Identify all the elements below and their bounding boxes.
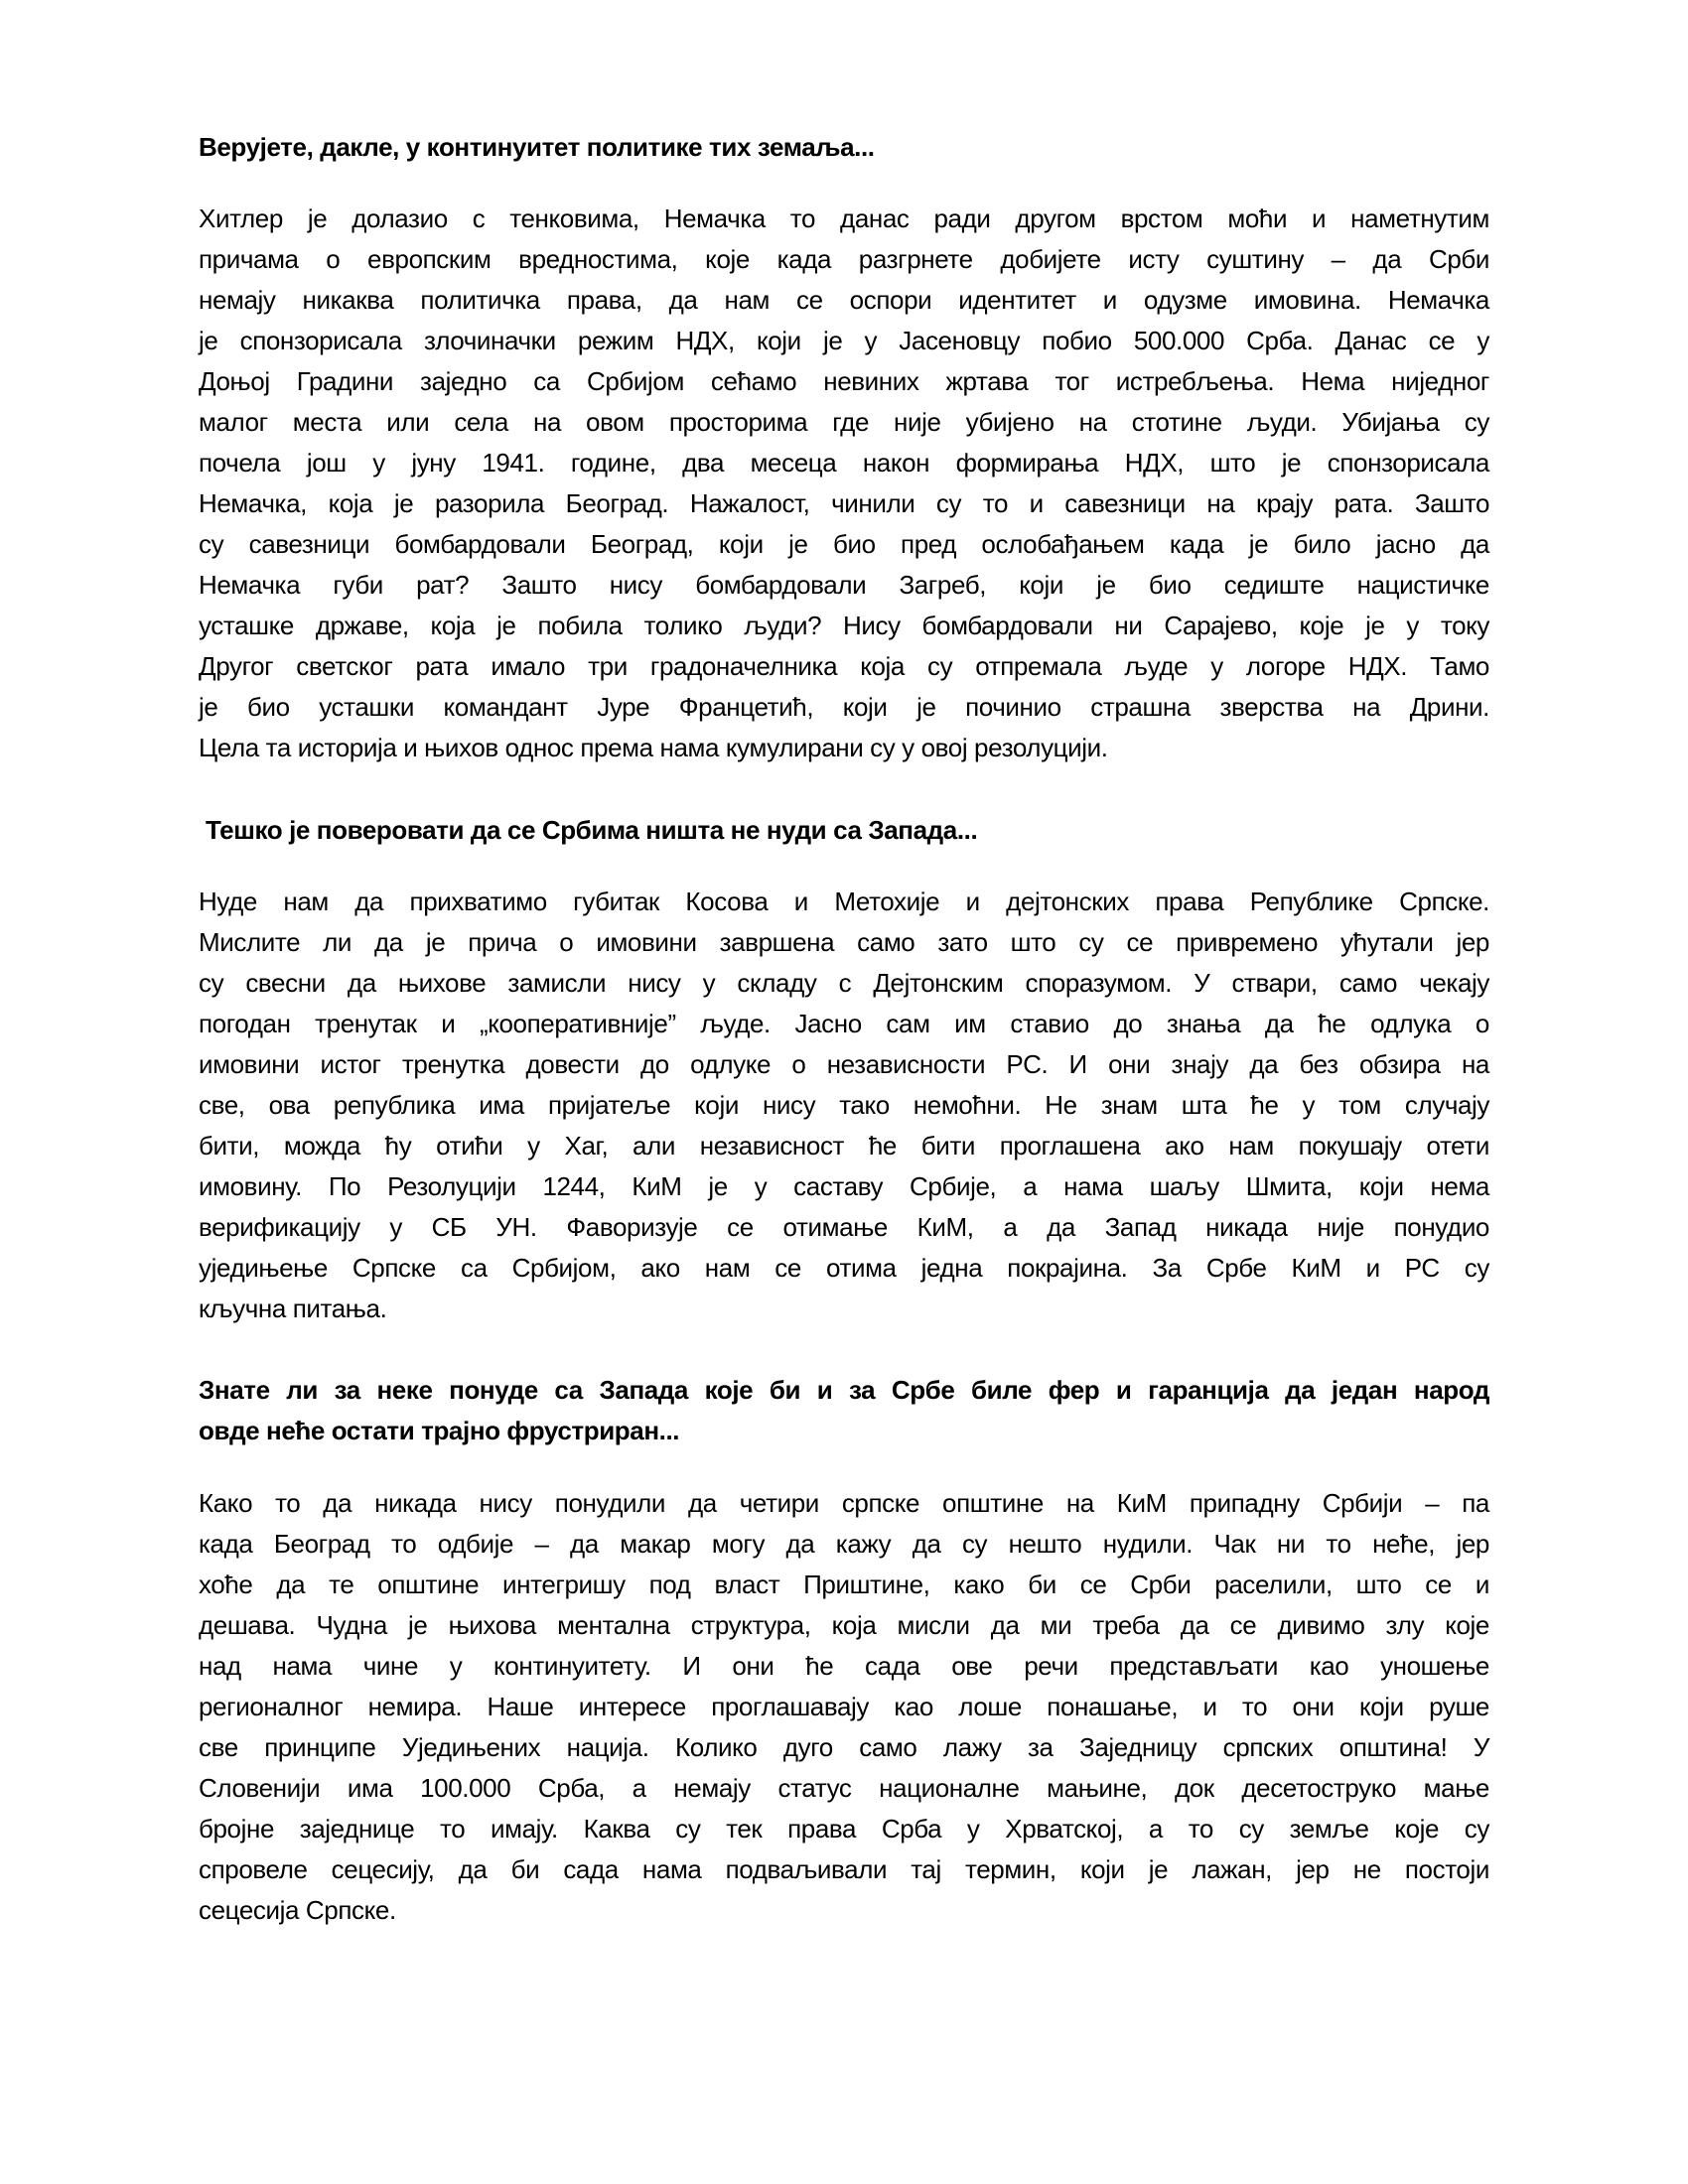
paragraph-line: сецесија Српске. [199, 1895, 396, 1925]
paragraph-line: погодан тренутак и „кооперативније” људе. Јасно сам им ставио до знања да ће одлука о [199, 1009, 1489, 1038]
paragraph-line: кључна питања. [199, 1294, 387, 1323]
answer-paragraph-2 [199, 882, 1489, 1329]
paragraph-line: су савезници бомбардовали Београд, који је био пред ослобађањем када је било јасно да [199, 529, 1489, 559]
question-heading-1 [199, 127, 1489, 168]
paragraph-line: Словенији има 100.000 Срба, а немају статус националне мањине, док десетоструко мање [199, 1773, 1489, 1803]
paragraph-line: све принципе Уједињених нација. Колико дуго само лажу за Заједницу српских општина! У [199, 1732, 1489, 1762]
question-heading-2 [199, 810, 1496, 851]
paragraph-line: када Београд то одбије – да макар могу да кажу да су нешто нудили. Чак ни то неће, јер [199, 1529, 1489, 1559]
paragraph-line: над нама чине у континуитету. И они ће сада ове речи представљати као уношење [199, 1651, 1489, 1681]
answer-paragraph-3 [199, 1483, 1489, 1931]
paragraph-line: хоће да те општине интегришу под власт Приштине, како би се Срби раселили, што се и [199, 1570, 1489, 1599]
heading-line: овде неће остати трајно фрустриран... [199, 1416, 680, 1445]
paragraph-line: Немачка губи рат? Зашто нису бомбардовали Загреб, који је био седиште нацистичке [199, 570, 1489, 600]
paragraph-line: Цела та историја и њихов однос према нама кумулирани су у овој резолуцији. [199, 733, 1108, 762]
paragraph-line: бити, можда ћу отићи у Хаг, али независност ће бити проглашена ако нам покушају отети [199, 1131, 1489, 1160]
paragraph-line: почела још у јуну 1941. године, два месеца након формирања НДХ, што је спонзорисала [199, 448, 1489, 478]
paragraph-line: спровеле сецесију, да би сада нама подваљивали тај термин, који је лажан, јер не постоји [199, 1854, 1489, 1884]
paragraph-line: су свесни да њихове замисли нису у складу с Дејтонским споразумом. У ствари, само чекају [199, 968, 1489, 998]
paragraph-line: Немачка, која је разорила Београд. Нажалост, чинили су то и савезници на крају рата. Зашто [199, 488, 1489, 518]
paragraph-line: све, ова република има пријатеље који нису тако немоћни. Не знам шта ће у том случају [199, 1090, 1489, 1120]
paragraph-line: Другог светског рата имало три градоначелника која су отпремала људе у логоре НДХ. Тамо [199, 651, 1489, 681]
paragraph-line: имовину. По Резолуцији 1244, КиМ је у саставу Србије, а нама шаљу Шмита, који нема [199, 1171, 1489, 1201]
paragraph-line: Нуде нам да прихватимо губитак Косова и Метохије и дејтонских права Републике Српске. [199, 887, 1489, 916]
heading-line: Тешко је поверовати да се Србима ништа не нуди са Запада... [206, 815, 978, 845]
paragraph-line: Хитлер је долазио с тенковима, Немачка то данас ради другом врстом моћи и наметнутим [199, 204, 1489, 233]
paragraph-line: је био усташки командант Јуре Францетић, који је починио страшна зверства на Дрини. [199, 692, 1489, 722]
paragraph-line: бројне заједнице то имају. Каква су тек права Срба у Хрватској, а то су земље које су [199, 1814, 1489, 1843]
paragraph-line: је спонзорисала злочиначки режим НДХ, који је у Јасеновцу побио 500.000 Срба. Данас се у [199, 326, 1489, 355]
paragraph-line: регионалног немира. Наше интересе проглашавају као лоше понашање, и то они који руше [199, 1692, 1489, 1721]
paragraph-line: Доњој Градини заједно са Србијом сећамо невиних жртава тог истребљења. Нема ниједног [199, 366, 1489, 396]
paragraph-line: Како то да никада нису понудили да четири српске општине на КиМ припадну Србији – па [199, 1488, 1489, 1518]
paragraph-line: дешава. Чудна је њихова ментална структура, која мисли да ми треба да се дивимо злу које [199, 1610, 1489, 1640]
paragraph-line: усташке државе, која је побила толико људи? Нису бомбардовали ни Сарајево, које је у току [199, 611, 1489, 640]
heading-line: Верујете, дакле, у континуитет политике тих земаља... [199, 132, 875, 162]
paragraph-line: немају никаква политичка права, да нам се оспори идентитет и одузме имовина. Немачка [199, 285, 1489, 315]
paragraph-line: причама о европским вредностима, које када разгрнете добијете исту суштину – да Срби [199, 244, 1489, 274]
paragraph-line: верификацију у СБ УН. Фаворизује се отимање КиМ, а да Запад никада није понудио [199, 1212, 1489, 1242]
question-heading-3 [199, 1370, 1489, 1451]
answer-paragraph-1 [199, 199, 1489, 768]
paragraph-line: малог места или села на овом просторима где није убијено на стотине људи. Убијања су [199, 407, 1489, 437]
paragraph-line: уједињење Српске са Србијом, ако нам се отима једна покрајина. За Србе КиМ и РС су [199, 1253, 1489, 1283]
paragraph-line: имовини истог тренутка довести до одлуке о независности РС. И они знају да без обзира на [199, 1049, 1489, 1079]
heading-line: Знате ли за неке понуде са Запада које би и за Србе биле фер и гаранција да један народ [199, 1375, 1489, 1405]
paragraph-line: Мислите ли да је прича о имовини завршена само зато што су се привремено ућутали јер [199, 927, 1489, 957]
